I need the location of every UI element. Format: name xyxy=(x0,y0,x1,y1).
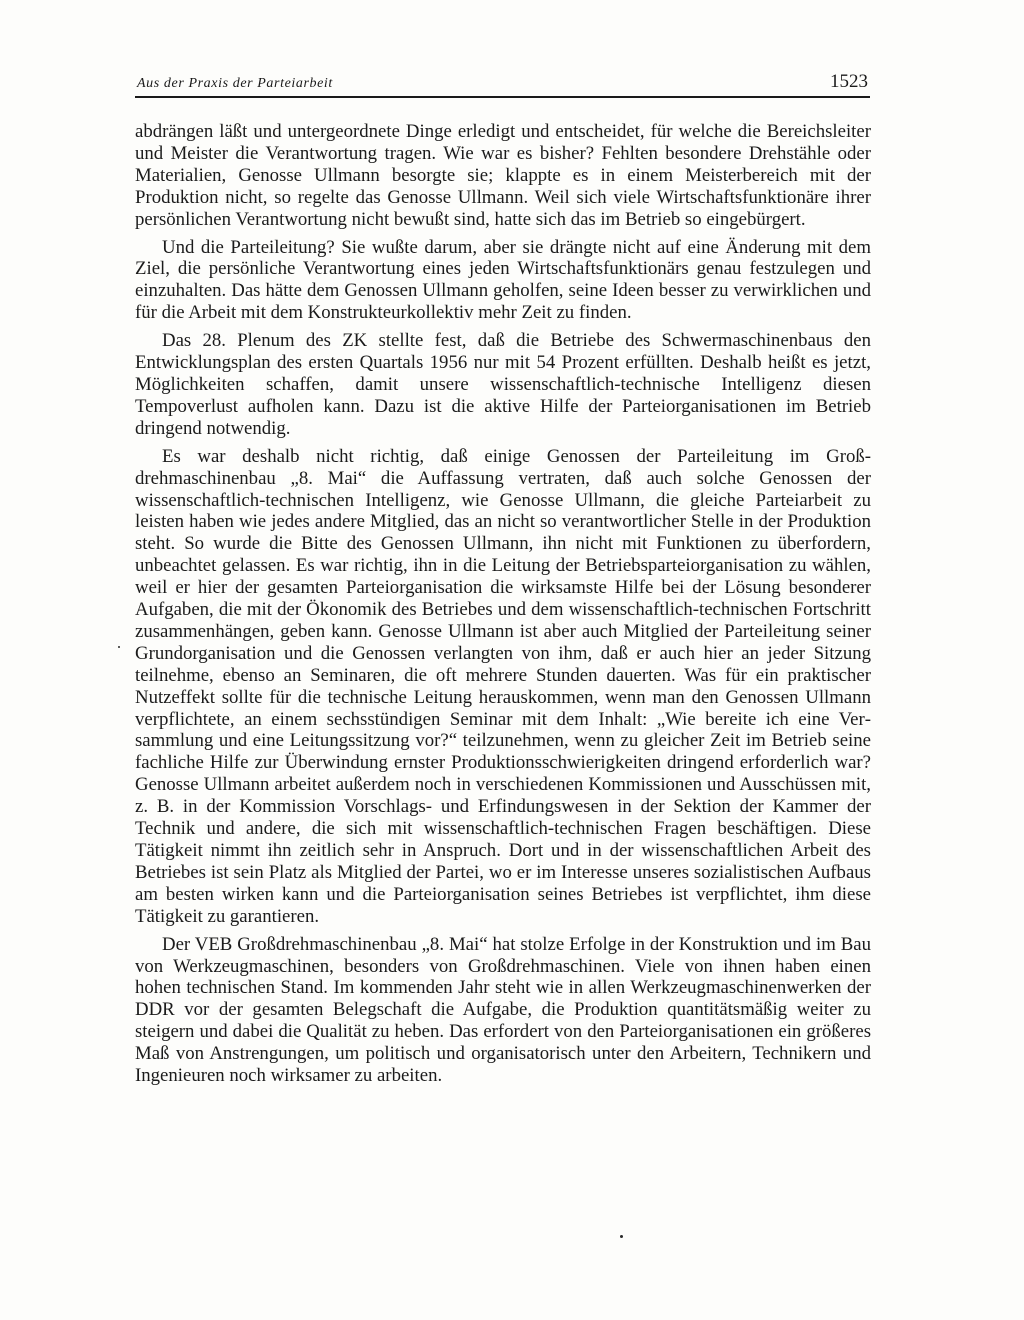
paragraph-1: abdrängen läßt und untergeordnete Dinge erledigt und entscheidet, für welche die Bereichsleiter und Meister die Verantwortung tragen. Wie war es bisher? Fehlten besondere Drehstähle oder Materialien, Genosse Ullmann besorgte sie; klappte es in einem Meisterbereich mit der Produktion nicht, so regelte das Genosse Ullmann. Weil sich viele Wirtschaftsfunktionäre ihrer persönlichen Verantwortung nicht bewußt sind, hatte sich das im Betrieb so eingebürgert. xyxy=(135,121,871,230)
running-header xyxy=(135,71,870,98)
paragraph-3: Das 28. Plenum des ZK stellte fest, daß die Betriebe des Schwermaschinenbaus den Entwicklungsplan des ersten Quartals 1956 nur mit 54 Prozent erfüllten. Deshalb heißt es jetzt, Möglichkeiten schaffen, damit unsere wissenschaftlich-technische Intelligenz diesen Tempoverlust aufholen kann. Dazu ist die aktive Hilfe der Parteiorganisationen im Betrieb dringend notwendig. xyxy=(135,330,871,439)
print-speck xyxy=(118,646,120,648)
print-speck xyxy=(620,1235,623,1238)
article-body xyxy=(135,121,871,1093)
paragraph-5: Der VEB Großdrehmaschinenbau „8. Mai“ hat stolze Erfolge in der Konstruktion und im Bau von Werkzeugmaschinen, besonders von Großdrehmaschinen. Viele von ihnen haben einen hohen technischen Stand. Im kommenden Jahr steht wie in allen Werkzeugmaschinenwerken der DDR vor der gesamten Belegschaft die Aufgabe, die Produktion quantitätsmäßig weiter zu steigern und dabei die Qualität zu heben. Das erfordert von den Parteiorganisationen ein größeres Maß von Anstrengungen, um politisch und organisatorisch unter den Arbeitern, Technikern und Ingenieuren noch wirksamer zu arbeiten. xyxy=(135,933,871,1087)
page-number: 1523 xyxy=(830,71,868,92)
section-title: Aus der Praxis der Parteiarbeit xyxy=(137,76,333,91)
paragraph-4: Es war deshalb nicht richtig, daß einige Genossen der Parteileitung im Großdrehmaschinenbau „8. Mai“ die Auffassung vertraten, daß auch solche Genossen der wissenschaftlich-technischen Intelligenz, wie Genosse Ullmann, die gleiche Parteiarbeit zu leisten haben wie jedes andere Mitglied, das an nicht so verantwortlicher Stelle in der Produktion steht. So wurde die Bitte des Genossen Ullmann, ihn nicht mit Funktionen zu überfordern, unbeachtet gelassen. Es war richtig, ihn in die Leitung der Betriebsparteiorganisation zu wählen, weil er hier der gesamten Parteiorganisation die wirksamste Hilfe bei der Lösung besonderer Aufgaben, die mit der Ökonomik des Betriebes und dem wissenschaftlich-technischen Fortschritt zusammenhängen, geben kann. Genosse Ullmann ist aber auch Mitglied der Parteileitung seiner Grundorganisation und die Genossen verlangten von ihm, daß er auch hier an jeder Sitzung teilnehme, ebenso an Seminaren, die oft mehrere Stunden dauerten. Was für ein praktischer Nutzeffekt sollte für die technische Leitung herauskommen, wenn man den Genossen Ullmann verpflichtete, an einem sechsstündigen Seminar mit dem Inhalt: „Wie bereite ich eine Versammlung und eine Leitungssitzung vor?“ teilzunehmen, wenn zu gleicher Zeit im Betrieb seine fachliche Hilfe zur Überwindung ernster Produktionsschwierigkeiten dringend erforderlich war? Genosse Ullmann arbeitet außerdem noch in verschiedenen Kommissionen und Ausschüssen mit, z. B. in der Kommission Vorschlags- und Erfindungswesen in der Sektion der Kammer der Technik und andere, die sich mit wissenschaftlich-technischen Fragen beschäftigen. Diese Tätigkeit nimmt ihn zeitlich sehr in Anspruch. Dort und in der wissenschaftlichen Arbeit des Betriebes ist sein Platz als Mitglied der Partei, wo er im Interesse unseres sozialistischen Aufbaus am besten wirken kann und die Parteiorganisation seines Betriebes ist verpflichtet, ihm diese Tätigkeit zu garantieren. xyxy=(135,445,871,927)
paragraph-2: Und die Parteileitung? Sie wußte darum, aber sie drängte nicht auf eine Änderung mit dem Ziel, die persönliche Verantwortung eines jeden Wirtschaftsfunktionärs genau festzulegen und einzuhalten. Das hätte dem Genossen Ullmann geholfen, seine Ideen besser zu verwirklichen und für die Arbeit mit dem Konstrukteurkollektiv mehr Zeit zu finden. xyxy=(135,236,871,324)
